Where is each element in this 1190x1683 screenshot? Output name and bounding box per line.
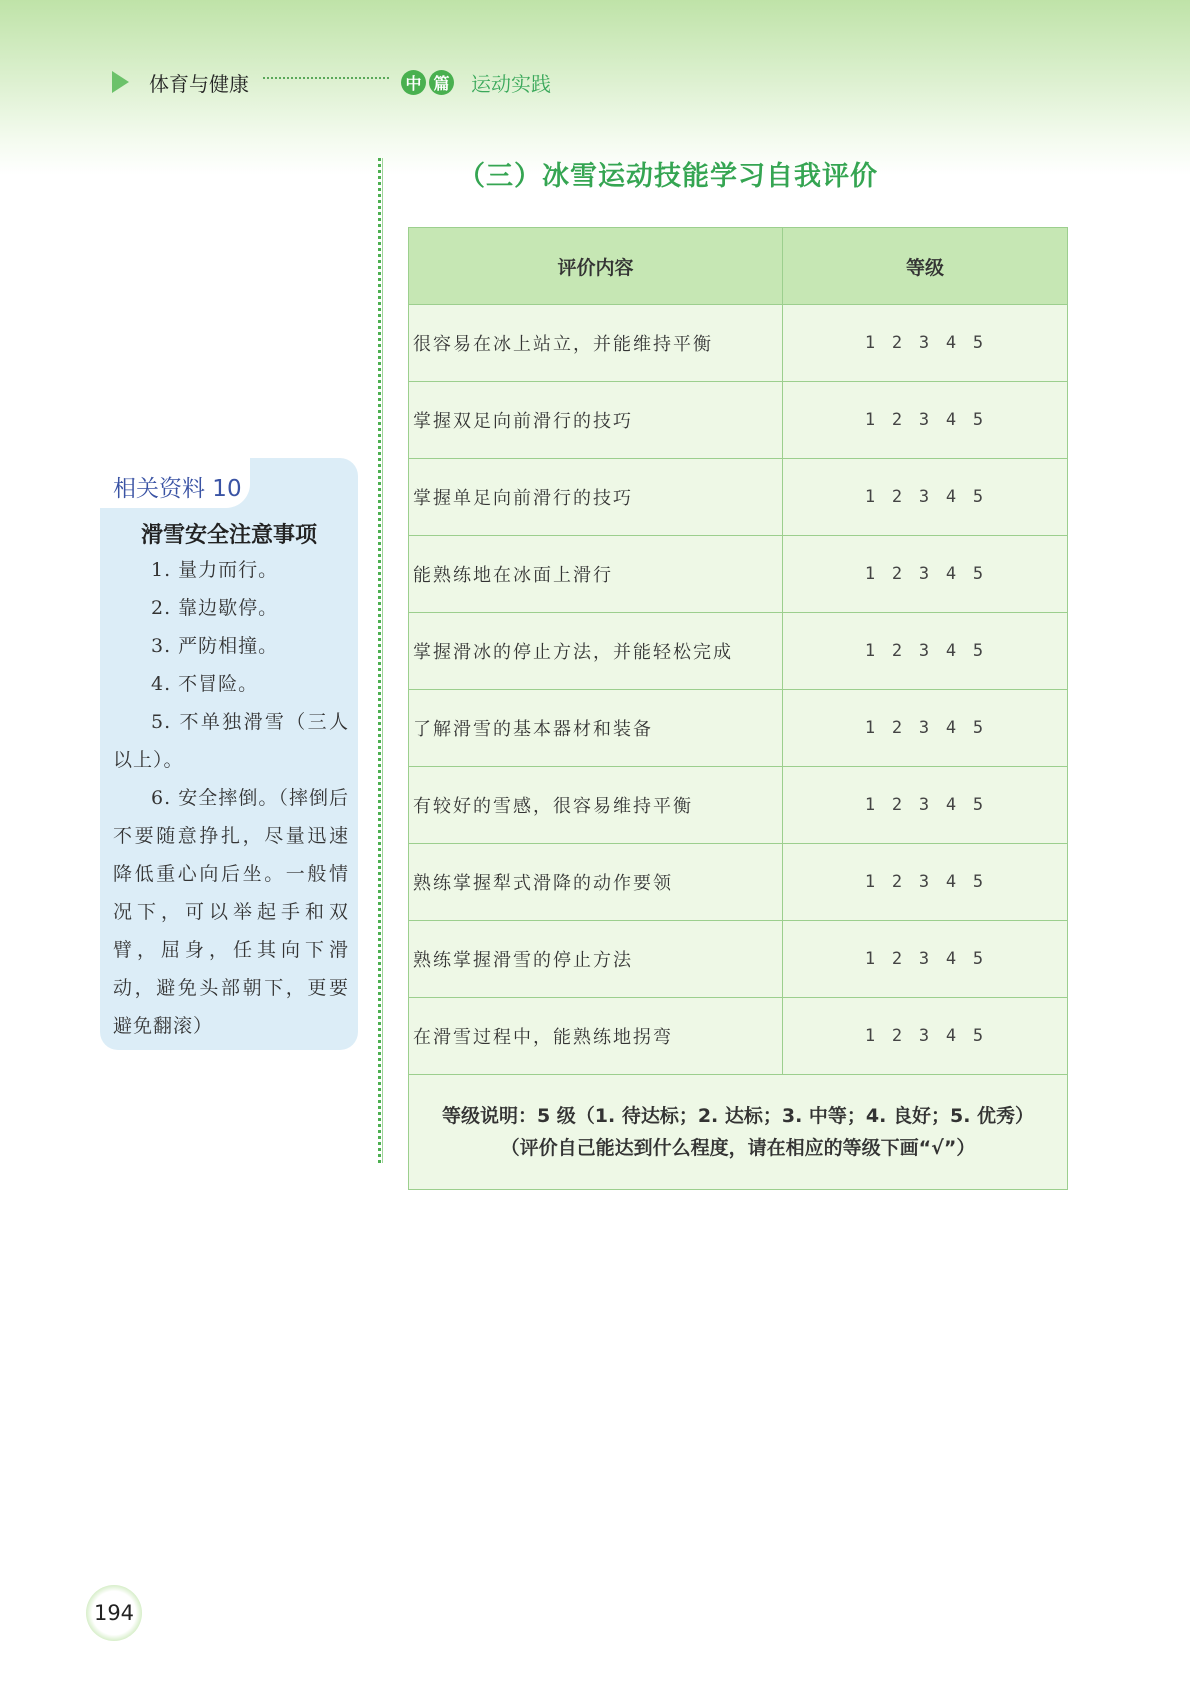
grade-option[interactable]: 4 — [945, 795, 959, 815]
safety-tip: 4. 不冒险。 — [151, 673, 259, 695]
page-number: 194 — [86, 1585, 142, 1641]
table-row — [409, 305, 1068, 382]
table-row — [409, 921, 1068, 998]
grade-option[interactable]: 5 — [972, 872, 986, 892]
grade-option[interactable]: 2 — [891, 641, 905, 661]
grade-option[interactable]: 5 — [972, 1026, 986, 1046]
evaluation-item: 能熟练地在冰面上滑行 — [409, 536, 783, 613]
running-header — [112, 66, 551, 98]
grade-option[interactable]: 4 — [945, 949, 959, 969]
grade-option[interactable]: 4 — [945, 641, 959, 661]
grade-note — [409, 1075, 1068, 1190]
grade-option[interactable]: 1 — [864, 795, 878, 815]
grade-option[interactable]: 5 — [972, 718, 986, 738]
grade-option[interactable]: 1 — [864, 1026, 878, 1046]
evaluation-item: 有较好的雪感，很容易维持平衡 — [409, 767, 783, 844]
grade-options — [783, 767, 1068, 844]
evaluation-item: 掌握单足向前滑行的技巧 — [409, 459, 783, 536]
grade-option[interactable]: 3 — [918, 487, 932, 507]
table-row — [409, 844, 1068, 921]
evaluation-item: 掌握双足向前滑行的技巧 — [409, 382, 783, 459]
table-row — [409, 767, 1068, 844]
grade-option[interactable]: 3 — [918, 333, 932, 353]
grade-option[interactable]: 2 — [891, 564, 905, 584]
grade-option[interactable]: 3 — [918, 872, 932, 892]
safety-tip: 1. 量力而行。 — [151, 559, 279, 581]
column-header-grade: 等级 — [783, 228, 1068, 305]
grade-option[interactable]: 1 — [864, 564, 878, 584]
grade-option[interactable]: 3 — [918, 1026, 932, 1046]
grade-option[interactable]: 1 — [864, 410, 878, 430]
table-row — [409, 613, 1068, 690]
grade-option[interactable]: 2 — [891, 333, 905, 353]
section-name: 运动实践 — [471, 71, 551, 96]
grade-option[interactable]: 5 — [972, 795, 986, 815]
grade-option[interactable]: 3 — [918, 949, 932, 969]
evaluation-item: 了解滑雪的基本器材和装备 — [409, 690, 783, 767]
grade-option[interactable]: 4 — [945, 410, 959, 430]
grade-options — [783, 536, 1068, 613]
safety-tip: 3. 严防相撞。 — [151, 635, 279, 657]
grade-option[interactable]: 1 — [864, 872, 878, 892]
evaluation-item: 很容易在冰上站立，并能维持平衡 — [409, 305, 783, 382]
grade-options — [783, 921, 1068, 998]
safety-tip: 6. 安全摔倒。（摔倒后不要随意挣扎，尽量迅速降低重心向后坐。一般情况下，可以举起手和双臂，屈身，任其向下滑动，避免头部朝下，更要避免翻滚） — [113, 787, 349, 1037]
grade-options — [783, 459, 1068, 536]
evaluation-item: 在滑雪过程中，能熟练地拐弯 — [409, 998, 783, 1075]
grade-note-row — [409, 1075, 1068, 1190]
table-row — [409, 998, 1068, 1075]
grade-option[interactable]: 2 — [891, 795, 905, 815]
self-evaluation-table — [408, 227, 1068, 1190]
evaluation-item: 熟练掌握犁式滑降的动作要领 — [409, 844, 783, 921]
related-info-list — [113, 551, 349, 1045]
grade-option[interactable]: 4 — [945, 333, 959, 353]
table-row — [409, 690, 1068, 767]
table-header-row — [409, 228, 1068, 305]
grade-option[interactable]: 4 — [945, 872, 959, 892]
table-row — [409, 382, 1068, 459]
grade-option[interactable]: 1 — [864, 333, 878, 353]
part-badge-1: 中 — [401, 70, 426, 95]
table-row — [409, 536, 1068, 613]
grade-option[interactable]: 1 — [864, 718, 878, 738]
grade-option[interactable]: 3 — [918, 410, 932, 430]
grade-option[interactable]: 5 — [972, 487, 986, 507]
grade-option[interactable]: 5 — [972, 333, 986, 353]
related-info-label: 相关资料 10 — [113, 476, 242, 502]
grade-option[interactable]: 3 — [918, 564, 932, 584]
triangle-marker-icon — [112, 71, 129, 93]
related-info-heading: 滑雪安全注意事项 — [140, 523, 317, 548]
grade-option[interactable]: 5 — [972, 564, 986, 584]
grade-option[interactable]: 2 — [891, 487, 905, 507]
book-title: 体育与健康 — [149, 71, 249, 96]
grade-option[interactable]: 3 — [918, 795, 932, 815]
grade-option[interactable]: 5 — [972, 641, 986, 661]
grade-option[interactable]: 1 — [864, 949, 878, 969]
grade-options — [783, 305, 1068, 382]
grade-option[interactable]: 1 — [864, 487, 878, 507]
grade-options — [783, 382, 1068, 459]
grade-option[interactable]: 4 — [945, 487, 959, 507]
section-title: （三）冰雪运动技能学习自我评价 — [458, 161, 878, 192]
part-badge-2: 篇 — [429, 70, 454, 95]
grade-option[interactable]: 4 — [945, 1026, 959, 1046]
grade-option[interactable]: 2 — [891, 1026, 905, 1046]
grade-option[interactable]: 4 — [945, 718, 959, 738]
grade-option[interactable]: 3 — [918, 641, 932, 661]
grade-option[interactable]: 5 — [972, 410, 986, 430]
grade-option[interactable]: 1 — [864, 641, 878, 661]
grade-option[interactable]: 5 — [972, 949, 986, 969]
dotted-divider — [378, 158, 381, 1163]
grade-note-line1: 等级说明：5 级（1. 待达标；2. 达标；3. 中等；4. 良好；5. 优秀） — [441, 1105, 1035, 1127]
divider-line — [382, 158, 383, 1163]
grade-option[interactable]: 2 — [891, 949, 905, 969]
grade-option[interactable]: 2 — [891, 872, 905, 892]
evaluation-item: 掌握滑冰的停止方法，并能轻松完成 — [409, 613, 783, 690]
grade-option[interactable]: 4 — [945, 564, 959, 584]
table-row — [409, 459, 1068, 536]
grade-option[interactable]: 2 — [891, 718, 905, 738]
safety-tip: 2. 靠边歇停。 — [151, 597, 279, 619]
grade-options — [783, 998, 1068, 1075]
column-header-content: 评价内容 — [409, 228, 783, 305]
grade-options — [783, 690, 1068, 767]
evaluation-item: 熟练掌握滑雪的停止方法 — [409, 921, 783, 998]
safety-tip: 5. 不单独滑雪（三人以上）。 — [113, 711, 349, 771]
grade-note-line2: （评价自己能达到什么程度，请在相应的等级下画“√”） — [500, 1137, 976, 1159]
grade-option[interactable]: 2 — [891, 410, 905, 430]
grade-options — [783, 844, 1068, 921]
grade-options — [783, 613, 1068, 690]
dotted-leader — [263, 77, 389, 79]
grade-option[interactable]: 3 — [918, 718, 932, 738]
